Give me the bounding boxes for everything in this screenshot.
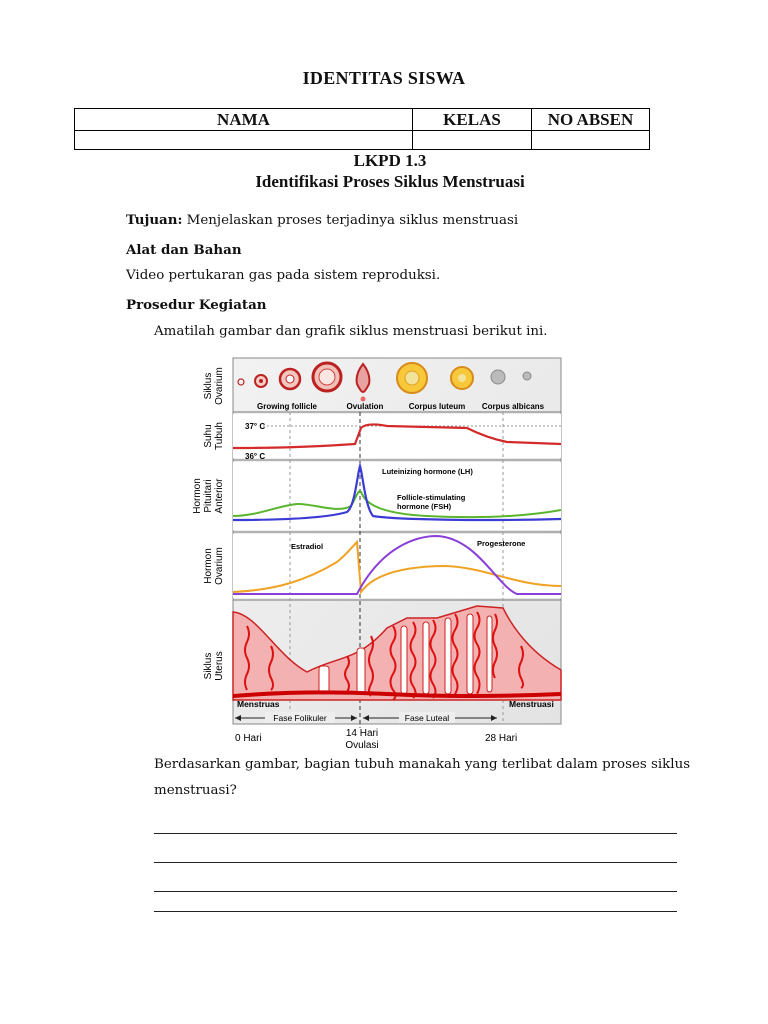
temp-high: 37° C <box>245 422 266 431</box>
row-label-ovarium-1: Siklus <box>203 372 214 400</box>
row-label-hip-1: Hormon <box>192 478 203 514</box>
tujuan-label: Tujuan: <box>126 212 183 228</box>
row-label-ho-1: Hormon <box>203 548 214 584</box>
stage-luteum: Corpus luteum <box>408 402 466 411</box>
row-label-ho-2: Ovarium <box>214 547 225 585</box>
answer-line-4[interactable] <box>154 911 677 912</box>
col-kelas: KELAS <box>413 109 532 131</box>
temp-low: 36° C <box>245 452 266 461</box>
stage-albicans: Corpus albicans <box>481 402 545 411</box>
nama-field[interactable] <box>75 131 413 150</box>
prosedur-instruction: Amatilah gambar dan grafik siklus menstruasi berikut ini. <box>154 324 548 339</box>
day-mid-sub: Ovulasi <box>345 740 379 748</box>
answer-line-1[interactable] <box>154 833 677 834</box>
menstrual-cycle-figure <box>187 356 567 752</box>
prosedur-heading: Prosedur Kegiatan <box>126 297 267 313</box>
row-label-ovarium-2: Ovarium <box>214 367 225 405</box>
worksheet-title: Identifikasi Proses Siklus Menstruasi <box>255 172 525 191</box>
answer-line-3[interactable] <box>154 891 677 892</box>
kelas-field[interactable] <box>413 131 532 150</box>
col-nama: NAMA <box>75 109 413 131</box>
row-label-ut-1: Siklus <box>203 652 214 680</box>
row-label-suhu-1: Suhu <box>203 424 214 448</box>
label-menstruasi: Menstruasi <box>509 699 554 709</box>
day-end: 28 Hari <box>485 733 518 744</box>
absen-field[interactable] <box>532 131 650 150</box>
tujuan-text: Menjelaskan proses terjadinya siklus menstruasi <box>186 213 519 228</box>
label-progesterone: Progesterone <box>477 539 526 548</box>
row-label-hip-2: Pituitari <box>203 479 214 513</box>
page-title: IDENTITAS SISWA <box>302 68 466 88</box>
phase-folikuler: Fase Folikuler <box>273 713 327 723</box>
label-fsh-2: hormone (FSH) <box>397 502 452 511</box>
question-line-1: Berdasarkan gambar, bagian tubuh manakah yang terlibat dalam proses siklus <box>154 757 691 772</box>
label-estradiol: Estradiol <box>291 542 324 551</box>
tujuan-line <box>126 212 518 228</box>
row-label-ut-2: Uterus <box>214 651 225 681</box>
answer-line-2[interactable] <box>154 862 677 863</box>
day-start: 0 Hari <box>235 733 262 744</box>
row-label-hip-3: Anterior <box>214 478 225 514</box>
alat-text: Video pertukaran gas pada sistem reproduksi. <box>126 268 441 283</box>
stage-growing: Growing follicle <box>256 402 318 411</box>
cycle-diagram <box>187 356 567 748</box>
phase-luteal: Fase Luteal <box>404 713 450 723</box>
question-line-2: menstruasi? <box>154 783 237 798</box>
day-mid: 14 Hari <box>345 728 379 739</box>
label-lh: Luteinizing hormone (LH) <box>382 467 473 476</box>
worksheet-heading <box>0 150 768 192</box>
identity-table <box>74 108 650 150</box>
worksheet-code: LKPD 1.3 <box>353 151 427 170</box>
row-label-suhu-2: Tubuh <box>214 422 225 450</box>
col-absen: NO ABSEN <box>532 109 650 131</box>
alat-heading: Alat dan Bahan <box>126 242 242 258</box>
label-fsh-1: Follicle-stimulating <box>397 493 466 502</box>
label-menstruas: Menstruas <box>237 699 280 709</box>
stage-ovulation: Ovulation <box>346 402 384 411</box>
temp-panel-bg <box>233 414 561 458</box>
